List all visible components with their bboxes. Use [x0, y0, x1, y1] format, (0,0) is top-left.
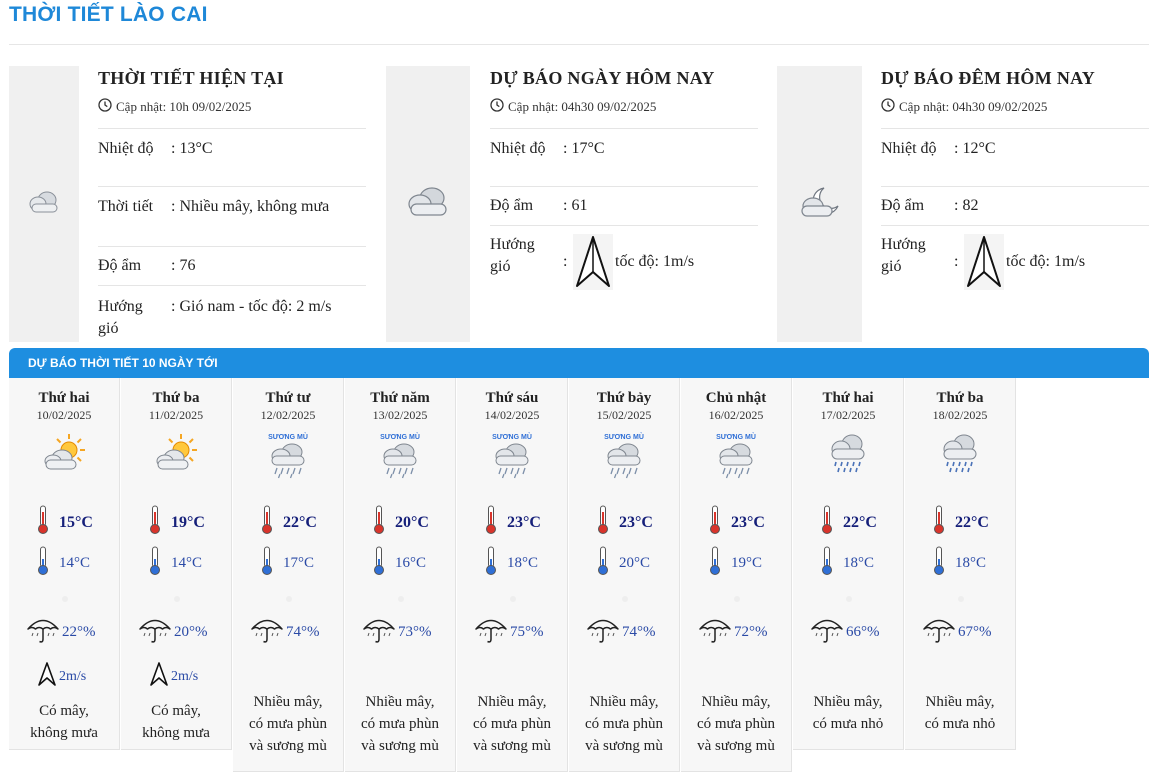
description-line: không mưa: [142, 725, 210, 741]
high-temperature: [597, 505, 653, 540]
description-line: không mưa: [30, 725, 98, 741]
day-date: 15/02/2025: [596, 408, 652, 422]
day-name: Thứ sáu: [485, 390, 539, 406]
day-date: 18/02/2025: [932, 408, 988, 422]
thermometer-hot-icon: [149, 505, 161, 540]
day-date: 17/02/2025: [820, 408, 876, 422]
fog-rain-icon: [233, 432, 343, 480]
low-temperature: [373, 546, 426, 581]
placeholder-dot-icon: [286, 596, 292, 602]
today-row-humidity: [490, 187, 758, 225]
high-temperature: [261, 505, 317, 540]
day-date: 13/02/2025: [372, 408, 428, 422]
row-colon: :: [954, 253, 959, 270]
current-row-weather: [98, 187, 366, 246]
day-date: 12/02/2025: [260, 408, 316, 422]
cloudy-night-icon: [798, 184, 842, 225]
umbrella-icon: [474, 616, 508, 649]
day-date: 11/02/2025: [148, 408, 204, 422]
description-line: Có mây,: [39, 703, 89, 719]
high-temp-value: 22°C: [843, 513, 877, 531]
placeholder-dot-icon: [622, 596, 628, 602]
low-temp-value: 18°C: [507, 555, 539, 571]
high-temp-value: 20°C: [395, 513, 429, 531]
low-temperature: [597, 546, 650, 581]
low-temp-value: 14°C: [171, 555, 203, 571]
tonight-updated-text: Cập nhật: 04h30 09/02/2025: [899, 99, 1048, 114]
rain-chance-value: 67°%: [958, 624, 992, 640]
row-label: Hướng gió: [490, 236, 535, 275]
row-value: : 82: [954, 197, 979, 214]
day-name: Thứ bảy: [596, 390, 652, 406]
low-temp-value: 16°C: [395, 555, 427, 571]
forecast-day: [905, 378, 1016, 750]
high-temperature: [709, 505, 765, 540]
thermometer-cold-icon: [261, 546, 273, 581]
description-line: Nhiều mây,: [589, 694, 659, 710]
umbrella-icon: [26, 616, 60, 649]
current-row-wind: [98, 286, 366, 340]
high-temp-value: 23°C: [507, 513, 541, 531]
day-name: Chủ nhật: [705, 390, 767, 406]
wind-direction-arrow-icon: [150, 662, 168, 691]
low-temperature: [933, 546, 986, 581]
fog-rain-icon: [457, 432, 567, 480]
title-divider: [9, 44, 1149, 45]
description-line: Nhiều mây,: [925, 694, 995, 710]
description-line: Nhiều mây,: [365, 694, 435, 710]
low-temp-value: 18°C: [955, 555, 987, 571]
weather-description: [793, 691, 903, 735]
rain-chance: [250, 616, 320, 649]
row-value: : 17°C: [563, 140, 605, 157]
today-title: DỰ BÁO NGÀY HÔM NAY: [490, 68, 715, 88]
description-line: và sương mù: [361, 738, 439, 754]
tonight-icon-box: [777, 66, 862, 342]
high-temperature: [373, 505, 429, 540]
fog-label: SƯƠNG MÙ: [380, 434, 420, 441]
weather-description: [9, 700, 119, 744]
weather-description: [681, 691, 791, 757]
row-value: : 12°C: [954, 140, 996, 157]
thermometer-hot-icon: [709, 505, 721, 540]
description-line: có mưa phùn: [584, 716, 664, 732]
thermometer-cold-icon: [709, 546, 721, 581]
wind-info: [38, 662, 86, 691]
description-line: Nhiều mây,: [477, 694, 547, 710]
placeholder-dot-icon: [398, 596, 404, 602]
fog-rain-icon: [681, 432, 791, 480]
fog-label: SƯƠNG MÙ: [716, 434, 756, 441]
forecast-day: [793, 378, 904, 750]
wind-speed-text: tốc độ: 1m/s: [1006, 253, 1086, 270]
high-temperature: [933, 505, 989, 540]
low-temp-value: 20°C: [619, 555, 651, 571]
placeholder-dot-icon: [958, 596, 964, 602]
thermometer-hot-icon: [933, 505, 945, 540]
current-updated: [98, 98, 366, 116]
high-temperature: [37, 505, 93, 540]
umbrella-icon: [586, 616, 620, 649]
fog-label: SƯƠNG MÙ: [492, 434, 532, 441]
current-row-temperature: [98, 129, 366, 186]
description-line: Nhiều mây,: [813, 694, 883, 710]
description-line: và sương mù: [697, 738, 775, 754]
weather-description: [457, 691, 567, 757]
row-value: : 13°C: [171, 140, 213, 157]
placeholder-dot-icon: [734, 596, 740, 602]
thermometer-hot-icon: [373, 505, 385, 540]
wind-speed-value: 2m/s: [171, 668, 199, 684]
low-temp-value: 18°C: [843, 555, 875, 571]
row-label: Hướng gió: [881, 236, 926, 275]
rain-chance-value: 66°%: [846, 624, 880, 640]
row-label: Hướng gió: [98, 298, 143, 337]
partly-sunny-icon: [9, 432, 119, 480]
wind-direction-arrow-icon: [964, 234, 1004, 290]
thermometer-cold-icon: [485, 546, 497, 581]
description-line: có mưa phùn: [696, 716, 776, 732]
forecast-day: [681, 378, 792, 772]
umbrella-icon: [810, 616, 844, 649]
tonight-updated: [881, 98, 1149, 116]
weather-description: [905, 691, 1015, 735]
thermometer-cold-icon: [37, 546, 49, 581]
thermometer-cold-icon: [933, 546, 945, 581]
umbrella-icon: [698, 616, 732, 649]
description-line: có mưa nhỏ: [924, 716, 996, 732]
rain-chance: [474, 616, 544, 649]
clock-icon: [881, 98, 895, 116]
current-weather-title: THỜI TIẾT HIỆN TẠI: [98, 68, 284, 88]
low-temperature: [821, 546, 874, 581]
day-name: Thứ ba: [152, 390, 200, 406]
placeholder-dot-icon: [62, 596, 68, 602]
today-row-wind: [490, 226, 758, 290]
forecast-day: [345, 378, 456, 772]
high-temp-value: 22°C: [283, 513, 317, 531]
forecast-day: [9, 378, 120, 750]
rain-chance: [362, 616, 432, 649]
thermometer-cold-icon: [821, 546, 833, 581]
thermometer-cold-icon: [149, 546, 161, 581]
rain-chance-value: 22°%: [62, 624, 96, 640]
rain-chance-value: 20°%: [174, 624, 208, 640]
thermometer-hot-icon: [37, 505, 49, 540]
tonight-row-humidity: [881, 187, 1149, 225]
today-updated: [490, 98, 758, 116]
weather-description: [233, 691, 343, 757]
description-line: có mưa nhỏ: [812, 716, 884, 732]
ten-day-forecast-header: DỰ BÁO THỜI TIẾT 10 NGÀY TỚI: [9, 348, 1149, 378]
description-line: Nhiều mây,: [253, 694, 323, 710]
fog-label: SƯƠNG MÙ: [604, 434, 644, 441]
description-line: và sương mù: [585, 738, 663, 754]
light-rain-icon: [793, 432, 903, 480]
rain-chance: [922, 616, 992, 649]
low-temp-value: 17°C: [283, 555, 315, 571]
fog-rain-icon: [345, 432, 455, 480]
description-line: và sương mù: [249, 738, 327, 754]
row-value: : 61: [563, 197, 588, 214]
weather-description: [121, 700, 231, 744]
description-line: có mưa phùn: [472, 716, 552, 732]
today-forecast-card: [386, 66, 758, 342]
umbrella-icon: [362, 616, 396, 649]
day-date: 16/02/2025: [708, 408, 764, 422]
day-name: Thứ tư: [265, 390, 311, 406]
high-temperature: [485, 505, 541, 540]
tonight-row-wind: [881, 226, 1149, 290]
row-value: : Nhiều mây, không mưa: [171, 198, 330, 215]
forecast-day: [121, 378, 232, 750]
description-line: Có mây,: [151, 703, 201, 719]
row-label: Độ ẩm: [98, 257, 142, 274]
high-temperature: [821, 505, 877, 540]
low-temperature: [709, 546, 762, 581]
day-name: Thứ năm: [370, 390, 430, 406]
forecast-day: [457, 378, 568, 772]
row-label: Nhiệt độ: [98, 140, 154, 157]
forecast-day: [233, 378, 344, 772]
low-temperature: [485, 546, 538, 581]
thermometer-hot-icon: [261, 505, 273, 540]
umbrella-icon: [922, 616, 956, 649]
wind-speed-value: 2m/s: [59, 668, 87, 684]
rain-chance-value: 75°%: [510, 624, 544, 640]
row-value: : Gió nam - tốc độ: 2 m/s: [171, 298, 332, 315]
wind-info: [150, 662, 198, 691]
page-title: THỜI TIẾT LÀO CAI: [9, 3, 208, 26]
description-line: có mưa phùn: [360, 716, 440, 732]
cloudy-icon: [27, 189, 61, 220]
thermometer-hot-icon: [821, 505, 833, 540]
placeholder-dot-icon: [174, 596, 180, 602]
day-date: 14/02/2025: [484, 408, 540, 422]
today-updated-text: Cập nhật: 04h30 09/02/2025: [508, 99, 657, 114]
high-temp-value: 23°C: [619, 513, 653, 531]
fog-label: SƯƠNG MÙ: [268, 434, 308, 441]
high-temp-value: 22°C: [955, 513, 989, 531]
light-rain-icon: [905, 432, 1015, 480]
tonight-title: DỰ BÁO ĐÊM HÔM NAY: [881, 68, 1096, 88]
low-temp-value: 14°C: [59, 555, 91, 571]
day-name: Thứ hai: [38, 390, 90, 406]
current-weather-card: [9, 66, 366, 342]
low-temperature: [261, 546, 314, 581]
low-temperature: [149, 546, 202, 581]
row-label: Độ ẩm: [490, 197, 534, 214]
rain-chance-value: 72°%: [734, 624, 768, 640]
thermometer-hot-icon: [597, 505, 609, 540]
rain-chance-value: 73°%: [398, 624, 432, 640]
rain-chance: [138, 616, 208, 649]
rain-chance-value: 74°%: [622, 624, 656, 640]
high-temp-value: 23°C: [731, 513, 765, 531]
tonight-row-temperature: [881, 129, 1149, 186]
wind-speed-text: tốc độ: 1m/s: [615, 253, 695, 270]
thermometer-cold-icon: [597, 546, 609, 581]
tonight-forecast-card: [777, 66, 1149, 342]
rain-chance: [698, 616, 768, 649]
rain-chance: [810, 616, 880, 649]
high-temp-value: 19°C: [171, 513, 205, 531]
rain-chance: [586, 616, 656, 649]
high-temperature: [149, 505, 205, 540]
current-updated-text: Cập nhật: 10h 09/02/2025: [116, 99, 252, 114]
wind-direction-arrow-icon: [38, 662, 56, 691]
wind-direction-arrow-icon: [573, 234, 613, 290]
row-label: Thời tiết: [98, 198, 154, 215]
day-name: Thứ hai: [822, 390, 874, 406]
rain-chance-value: 74°%: [286, 624, 320, 640]
weather-description: [569, 691, 679, 757]
today-row-temperature: [490, 129, 758, 186]
forecast-day: [569, 378, 680, 772]
row-colon: :: [563, 253, 568, 270]
row-value: : 76: [171, 257, 196, 274]
thermometer-cold-icon: [373, 546, 385, 581]
placeholder-dot-icon: [510, 596, 516, 602]
partly-sunny-icon: [121, 432, 231, 480]
row-label: Nhiệt độ: [881, 140, 937, 157]
fog-rain-icon: [569, 432, 679, 480]
row-label: Độ ẩm: [881, 197, 925, 214]
umbrella-icon: [138, 616, 172, 649]
description-line: có mưa phùn: [248, 716, 328, 732]
description-line: và sương mù: [473, 738, 551, 754]
thermometer-hot-icon: [485, 505, 497, 540]
clock-icon: [490, 98, 504, 116]
umbrella-icon: [250, 616, 284, 649]
clock-icon: [98, 98, 112, 116]
low-temp-value: 19°C: [731, 555, 763, 571]
placeholder-dot-icon: [846, 596, 852, 602]
low-temperature: [37, 546, 90, 581]
day-name: Thứ ba: [936, 390, 984, 406]
current-weather-icon-box: [9, 66, 79, 342]
today-icon-box: [386, 66, 470, 342]
cloudy-icon: [405, 184, 451, 225]
high-temp-value: 15°C: [59, 513, 93, 531]
row-label: Nhiệt độ: [490, 140, 546, 157]
current-row-humidity: [98, 247, 366, 285]
rain-chance: [26, 616, 96, 649]
weather-description: [345, 691, 455, 757]
description-line: Nhiều mây,: [701, 694, 771, 710]
day-date: 10/02/2025: [36, 408, 92, 422]
